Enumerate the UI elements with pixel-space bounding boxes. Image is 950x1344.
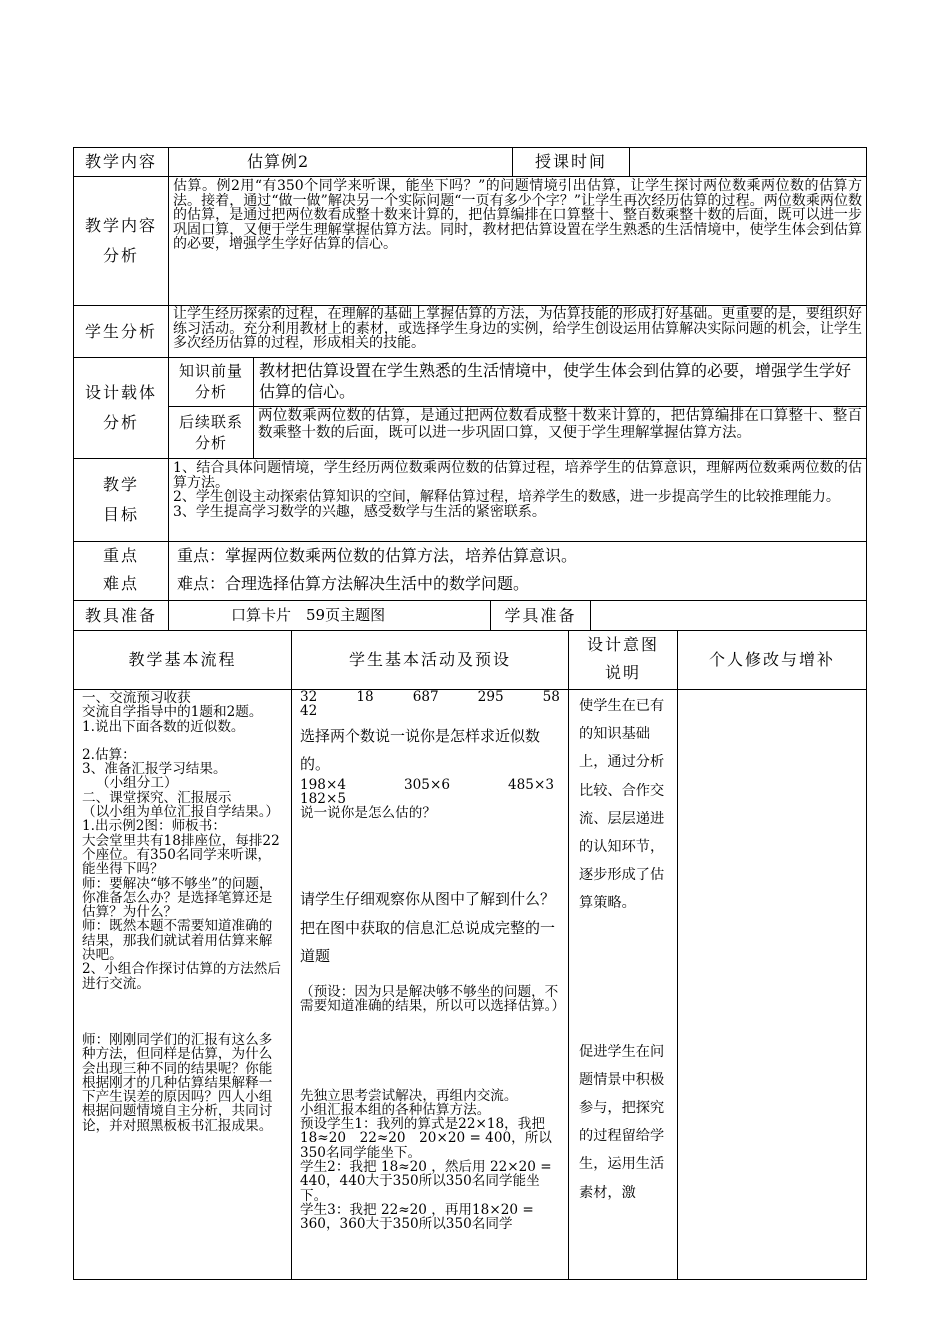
- report-text: 小组汇报本组的各种估算方法。: [300, 1101, 491, 1118]
- objective-item: 3、学生提高学习数学的兴趣，感受数学与生活的紧密联系。: [173, 503, 546, 520]
- number-item: 58: [542, 689, 560, 705]
- objective-item: 2、学生创设主动探索估算知识的空间，解释估算过程，培养学生的数感，进一步提高学生的比较推理能力。: [173, 489, 840, 505]
- objectives-text: [168, 458, 867, 542]
- flow-line: 1.出示例2图：师板书：: [82, 818, 226, 835]
- flow-line: 大会堂里共有18排座位，每排22个座位。有350名同学来听课，能坐得下吗？: [82, 832, 280, 878]
- design-analysis-label: 设计载体分析: [73, 357, 169, 459]
- follow-up-label: 后续联系分析: [168, 406, 254, 459]
- time-value: [629, 147, 867, 177]
- number-item: 687: [412, 689, 439, 705]
- calc-item: 182×5: [300, 790, 346, 807]
- calc-item: 485×3: [508, 776, 554, 793]
- student-2-text: 学生2：我把 18≈20 ，然后用 22×20 = 440，440大于350所以350名同学能坐下。: [300, 1159, 552, 1204]
- difficult-label: 难点: [102, 574, 139, 593]
- flow-line: 交流自学指导中的1题和2题。: [82, 704, 263, 721]
- number-item: 295: [477, 689, 504, 705]
- prior-knowledge-text: 教材把估算设置在学生熟悉的生活情境中，使学生体会到估算的必要，增强学生学好估算的信心。: [253, 357, 867, 407]
- teacher-materials-value: 口算卡片 59页主题图: [168, 600, 491, 631]
- student-3-text: 学生3：我把 22≈20 ，再用18×20 = 360，360大于350所以350名同学: [300, 1201, 534, 1233]
- flow-column: [73, 689, 292, 1280]
- student-analysis-text: 让学生经历探索的过程，在理解的基础上掌握估算的方法，为估算技能的形成打好基础。更重要的是，要组织好练习活动。充分利用教材上的素材，或选择学生身边的实例，给学生创设运用估算解决实际问题的机会，让学生多次经历估算的过程，形成相关的技能。: [168, 305, 867, 358]
- student-1-text: 预设学生1：我列的算式是22×18，我把 18≈20 22≈20 20×20 = 400，所以350名同学能坐下。: [300, 1116, 552, 1161]
- content-label: 教学内容: [73, 147, 169, 177]
- content-analysis-text: 估算。例2用“有350个同学来听课，能坐下吗？”的问题情境引出估算，让学生探讨两位数乘两位数的估算方法。接着，通过“做一做”解决另一个实际问题“一页有多少个字？”让学生再次经历估算的过程。两位数乘两位数的估算，是通过把两位数看成整十数来计算的，把估算编排在口算整十、整百数乘整十数的后面，既可以进一步巩固口算，又便于学生理解掌握估算方法。同时，教材把估算设置在学生熟悉的生活情境中，使学生体会到估算的必要，增强学生学好估算的信心。: [168, 176, 867, 306]
- flow-header: 教学基本流程: [73, 630, 292, 690]
- flow-line: 师：既然本题不需要知道准确的结果，那我们就试着用估算来解决吧。: [82, 918, 273, 964]
- intent-header-line: 说明: [604, 663, 641, 682]
- how-text: 说一说你是怎么估的？: [300, 805, 436, 822]
- key-points-label: [73, 541, 169, 601]
- flow-line: （小组分工）: [96, 775, 178, 792]
- observe-text: 请学生仔细观察你从图中了解到什么？把在图中获取的信息汇总说成完整的一道题: [300, 890, 556, 966]
- flow-line: 2、小组合作探讨估算的方法然后进行交流。: [82, 961, 281, 992]
- number-item: 32: [300, 689, 318, 705]
- calc-item: 198×4: [300, 776, 346, 793]
- calc-row: [300, 778, 560, 792]
- flow-line: 3、准备汇报学习结果。: [82, 761, 227, 778]
- flow-line: 师：刚刚同学们的汇报有这么多种方法，但同样是估算，为什么会出现三种不同的结果呢？你能根据刚才的几种估算结果解释一下产生误差的原因吗？四人小组根据问题情境自主分析，共同讨论，并对照黑板板书汇报成果。: [82, 1031, 273, 1134]
- student-materials-label: 学具准备: [490, 600, 591, 631]
- flow-line: 2.估算：: [82, 746, 136, 763]
- content-analysis-label: 教学内容分析: [73, 176, 169, 306]
- key-point: 重点：掌握两位数乘两位数的估算方法，培养估算意识。: [177, 546, 578, 565]
- difficult-point: 难点：合理选择估算方法解决生活中的数学问题。: [177, 574, 530, 593]
- spacer: [82, 734, 283, 748]
- notes-header: 个人修改与增补: [677, 630, 867, 690]
- number-item: 18: [356, 689, 374, 705]
- student-analysis-label: 学生分析: [73, 305, 169, 358]
- intent-part-1: 使学生在已有的知识基础上，通过分析比较、合作交流、层层递进的认知环节，逐步形成了估算策略。: [579, 698, 665, 912]
- teacher-materials-label: 教具准备: [73, 600, 169, 631]
- spacer: [300, 820, 560, 885]
- flow-line: 一、交流预习收获: [82, 690, 191, 706]
- spacer: [82, 991, 283, 1033]
- number-item: 42: [300, 703, 318, 720]
- key-label: 重点: [102, 546, 139, 565]
- intent-header-line: 设计意图: [586, 635, 659, 654]
- content-value: 估算例2: [168, 147, 513, 177]
- time-label: 授课时间: [512, 147, 630, 177]
- preset-text: （预设：因为只是解决够不够坐的问题，不需要知道准确的结果，所以可以选择估算。）: [300, 983, 566, 1015]
- student-materials-value: [590, 600, 867, 631]
- key-points-text: [168, 541, 867, 601]
- flow-line: 1.说出下面各数的近似数。: [82, 718, 245, 735]
- spacer: [300, 1014, 560, 1089]
- flow-line: 师：要解决“够不够坐”的问题，你准备怎么办？是选择笔算还是估算？为什么？: [82, 875, 273, 921]
- flow-line: 二、课堂探究、汇报展示: [82, 789, 232, 806]
- activity-column: [291, 689, 569, 1280]
- intent-part-2: 促进学生在问题情景中积极参与，把探究的过程留给学生，运用生活素材，激: [579, 1043, 665, 1201]
- activity-header: 学生基本活动及预设: [291, 630, 569, 690]
- think-text: 先独立思考尝试解决，再组内交流。: [300, 1087, 518, 1104]
- follow-up-text: 两位数乘两位数的估算，是通过把两位数看成整十数来计算的，把估算编排在口算整十、整百数乘整十数的后面，既可以进一步巩固口算，又便于学生理解掌握估算方法。: [253, 406, 867, 459]
- notes-column: [677, 689, 867, 1280]
- flow-line: （以小组为单位汇报自学结果。）: [82, 804, 280, 821]
- objectives-label: 教学目标: [73, 458, 169, 542]
- objective-item: 1、结合具体问题情境，学生经历两位数乘两位数的估算过程，培养学生的估算意识，理解两位数乘两位数的估算方法。: [173, 460, 862, 491]
- prior-knowledge-label: 知识前量分析: [168, 357, 254, 407]
- calc-item: 305×6: [404, 776, 450, 793]
- intent-header: [568, 630, 678, 690]
- number-list: [300, 690, 560, 704]
- choose-text: 选择两个数说一说你是怎样求近似数的。: [300, 726, 541, 773]
- intent-column: [568, 689, 678, 1280]
